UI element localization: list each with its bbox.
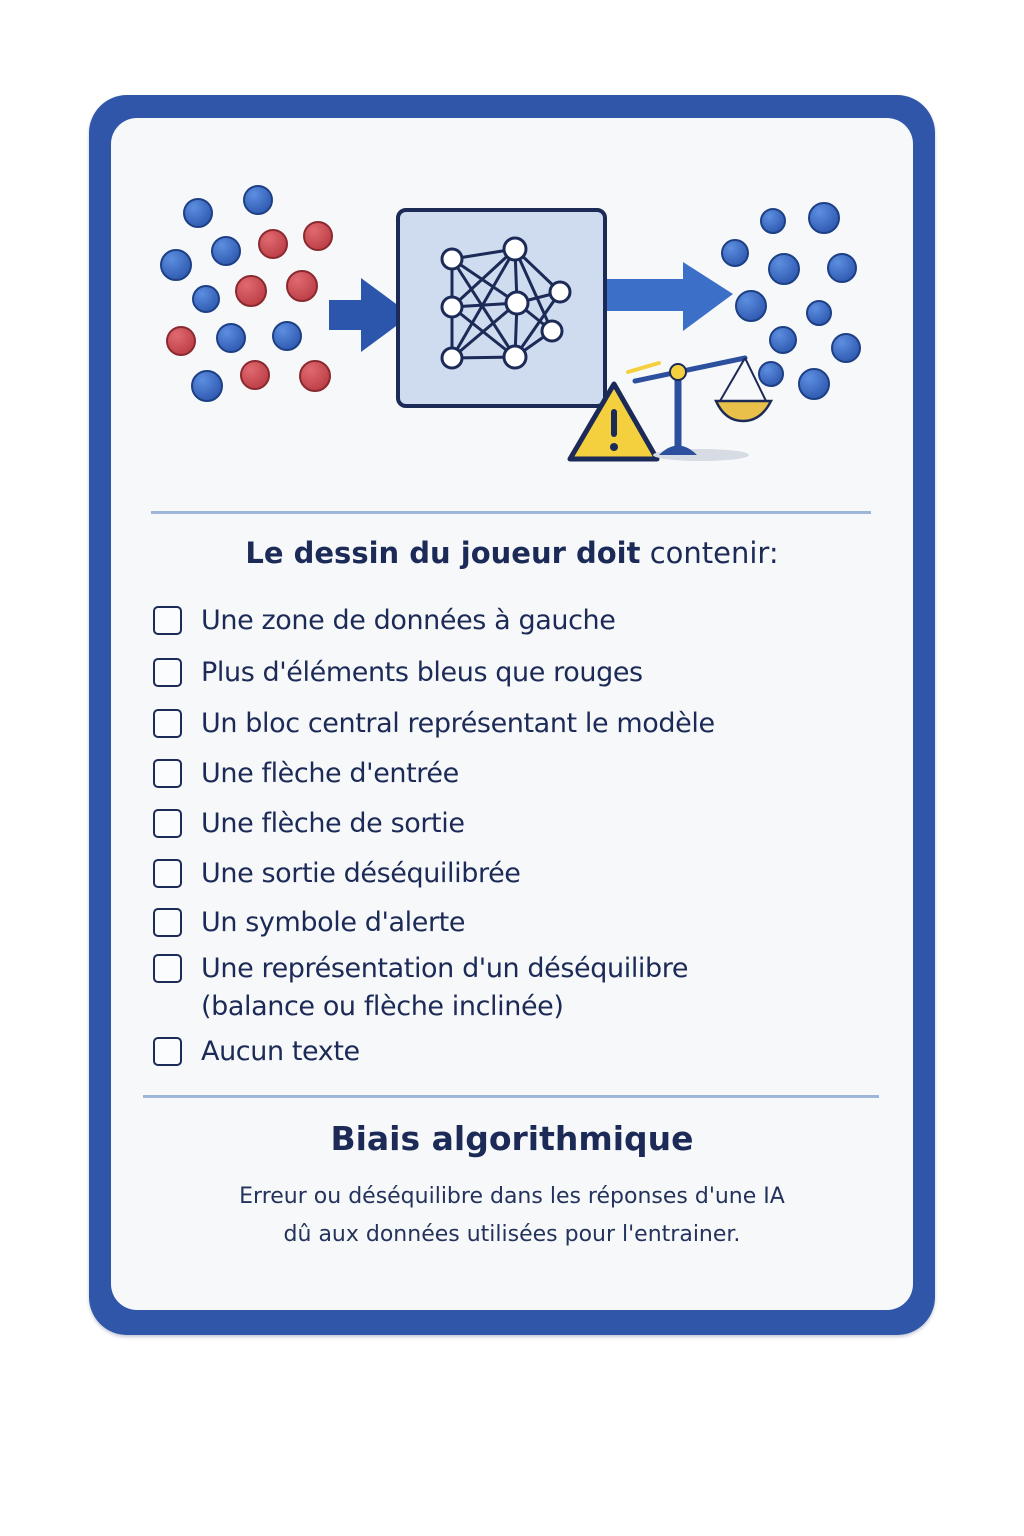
- checklist-heading: [111, 536, 913, 570]
- output-data-cluster: [722, 203, 860, 399]
- checklist-item[interactable]: [153, 602, 615, 640]
- checkbox[interactable]: [153, 809, 182, 838]
- checkbox[interactable]: [153, 759, 182, 788]
- checklist-item-label: [201, 950, 688, 1026]
- blue-dot-icon: [217, 324, 245, 352]
- red-dot-icon: [167, 327, 195, 355]
- model-block: [398, 210, 605, 406]
- checkbox[interactable]: [153, 1037, 182, 1066]
- checklist-item-label: Une sortie déséquilibrée: [201, 858, 521, 889]
- checklist-item[interactable]: [153, 904, 465, 942]
- checklist-item[interactable]: [153, 755, 459, 793]
- checklist-item-label: Un bloc central représentant le modèle: [201, 708, 715, 739]
- blue-dot-icon: [832, 334, 860, 362]
- blue-dot-icon: [184, 199, 212, 227]
- checklist-item-label: Une flèche d'entrée: [201, 758, 459, 789]
- checklist-item-label: Une flèche de sortie: [201, 808, 465, 839]
- red-dot-icon: [236, 276, 266, 306]
- checklist-item-label-line1: Une représentation d'un déséquilibre: [201, 953, 689, 984]
- blue-dot-icon: [192, 371, 222, 401]
- blue-dot-icon: [809, 203, 839, 233]
- bottom-divider: [143, 1095, 879, 1098]
- checkbox[interactable]: [153, 606, 182, 635]
- term-definition: [111, 1178, 913, 1254]
- checkbox[interactable]: [153, 709, 182, 738]
- checklist-item-label: Plus d'éléments bleus que rouges: [201, 657, 643, 688]
- blue-dot-icon: [736, 291, 766, 321]
- checklist-item-label: Une zone de données à gauche: [201, 605, 616, 636]
- red-dot-icon: [300, 361, 330, 391]
- checkbox[interactable]: [153, 954, 182, 983]
- checklist-item[interactable]: [153, 705, 715, 743]
- heading-rest: contenir:: [640, 536, 779, 570]
- blue-dot-icon: [759, 362, 783, 386]
- checklist-item-label-line2: (balance ou flèche inclinée): [201, 991, 564, 1022]
- blue-dot-icon: [828, 254, 856, 282]
- input-data-cluster: [161, 186, 332, 401]
- red-dot-icon: [287, 271, 317, 301]
- checklist-item[interactable]: [153, 654, 643, 692]
- blue-dot-icon: [770, 327, 796, 353]
- blue-dot-icon: [799, 369, 829, 399]
- checkbox[interactable]: [153, 908, 182, 937]
- definition-line-2: dû aux données utilisées pour l'entrainer.: [283, 1222, 741, 1247]
- top-divider: [151, 511, 871, 514]
- illustration: [111, 118, 913, 518]
- blue-dot-icon: [244, 186, 272, 214]
- checklist-item[interactable]: [153, 855, 521, 893]
- blue-dot-icon: [807, 301, 831, 325]
- definition-line-1: Erreur ou déséquilibre dans les réponses d'une IA: [239, 1184, 785, 1209]
- blue-dot-icon: [161, 250, 191, 280]
- red-dot-icon: [241, 361, 269, 389]
- checklist-item[interactable]: [153, 950, 688, 1026]
- heading-bold: Le dessin du joueur doit: [245, 536, 641, 570]
- checklist-item[interactable]: [153, 805, 465, 843]
- checkbox[interactable]: [153, 658, 182, 687]
- checklist-item[interactable]: [153, 1033, 360, 1071]
- blue-dot-icon: [193, 286, 219, 312]
- blue-dot-icon: [761, 209, 785, 233]
- blue-dot-icon: [273, 322, 301, 350]
- red-dot-icon: [259, 230, 287, 258]
- blue-dot-icon: [769, 254, 799, 284]
- checkbox[interactable]: [153, 859, 182, 888]
- term-title: Biais algorithmique: [330, 1119, 694, 1158]
- checklist-item-label: Un symbole d'alerte: [201, 907, 466, 938]
- checklist-item-label: Aucun texte: [201, 1036, 360, 1067]
- blue-dot-icon: [212, 237, 240, 265]
- red-dot-icon: [304, 222, 332, 250]
- output-arrow-icon: [607, 262, 733, 331]
- blue-dot-icon: [722, 240, 748, 266]
